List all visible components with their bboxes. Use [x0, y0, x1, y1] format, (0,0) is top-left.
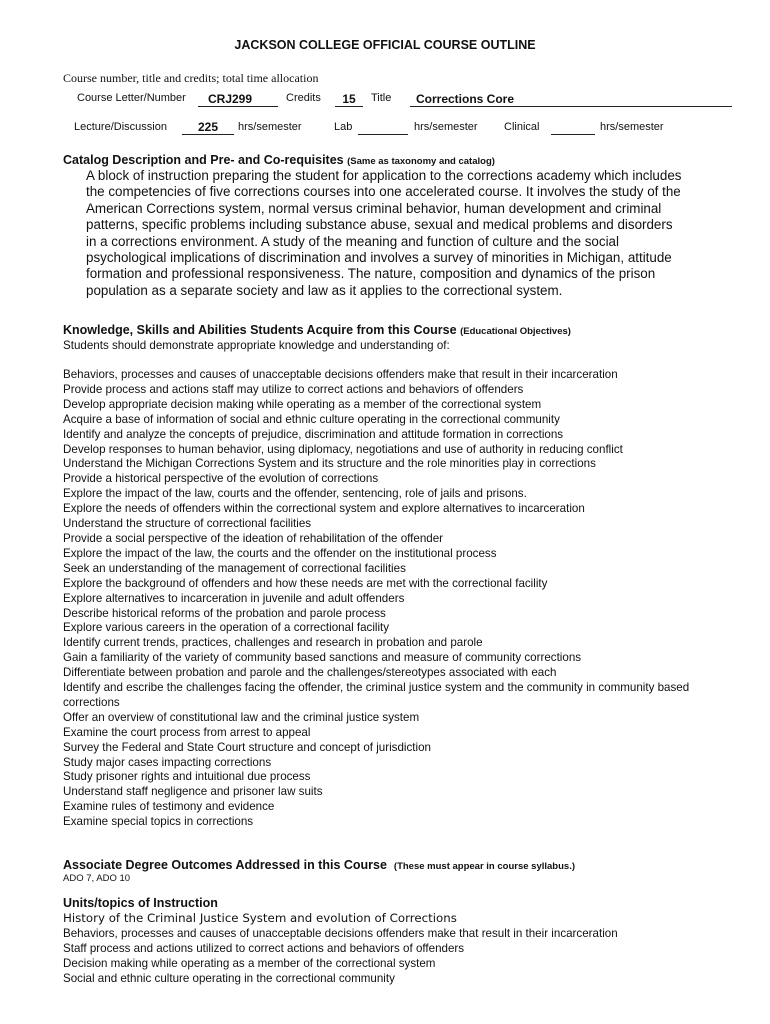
ksa-heading: [63, 323, 571, 337]
list-item: Provide a social perspective of the ideation of rehabilitation of the offender: [63, 531, 444, 545]
list-item: Study major cases impacting corrections: [63, 755, 272, 769]
course-letter-number-field: [198, 92, 278, 107]
course-title-value: Corrections Core: [416, 92, 515, 106]
list-item: Explore the needs of offenders within the correctional system and explore alternatives to incarceration: [63, 502, 585, 516]
ado-values: ADO 7, ADO 10: [63, 873, 131, 884]
catalog-heading-text: Catalog Description and Pre- and Co-requisites: [63, 153, 344, 167]
list-item: Gain a familiarity of the variety of community based sanctions and measure of community corrections: [63, 651, 582, 665]
units-subheading: History of the Criminal Justice System and evolution of Corrections: [63, 911, 457, 925]
list-item: Understand staff negligence and prisoner law suits: [63, 785, 323, 799]
list-item: Decision making while operating as a member of the correctional system: [63, 956, 436, 970]
list-item: Survey the Federal and State Court structure and concept of jurisdiction: [63, 740, 431, 754]
list-item: Examine special topics in corrections: [63, 815, 254, 829]
credits-label: Credits: [286, 92, 321, 104]
catalog-line: psychological implications of discrimination and involves a survey of minorities in Michigan, attitude: [86, 250, 672, 266]
credits-value: 15: [342, 92, 356, 106]
clinical-hours-field: [551, 120, 595, 135]
list-item: Social and ethnic culture operating in the correctional community: [63, 971, 395, 985]
list-item: Examine rules of testimony and evidence: [63, 800, 275, 814]
ado-heading-note: (These must appear in course syllabus.): [393, 861, 575, 872]
ksa-heading-text: Knowledge, Skills and Abilities Students Acquire from this Course: [63, 323, 457, 337]
list-item: Provide a historical perspective of the evolution of corrections: [63, 472, 379, 486]
lecture-hours-value: 225: [197, 120, 219, 134]
list-item: Offer an overview of constitutional law and the criminal justice system: [63, 710, 420, 724]
lecture-unit: hrs/semester: [238, 121, 302, 133]
list-item: Develop appropriate decision making while operating as a member of the correctional system: [63, 397, 542, 411]
ado-heading-text: Associate Degree Outcomes Addressed in this Course: [63, 858, 387, 872]
catalog-line: population as a separate society and law as it applies to the correctional system.: [86, 282, 563, 298]
catalog-line: in a corrections environment. A study of the meaning and function of culture and the social: [86, 233, 619, 249]
clinical-unit: hrs/semester: [600, 121, 664, 133]
list-item: Examine the court process from arrest to appeal: [63, 725, 311, 739]
list-item: Develop responses to human behavior, using diplomacy, negotiations and use of authority in reducing conflict: [63, 442, 623, 456]
credits-field: [335, 92, 363, 107]
lab-hours-field: [358, 120, 408, 135]
list-item: Acquire a base of information of social and ethnic culture operating in the correctional community: [63, 412, 560, 426]
lab-label: Lab: [334, 121, 353, 133]
list-item: Study prisoner rights and intuitional due process: [63, 770, 311, 784]
document-title: JACKSON COLLEGE OFFICIAL COURSE OUTLINE: [234, 38, 536, 52]
ksa-heading-note: (Educational Objectives): [460, 326, 571, 337]
list-item: Understand the Michigan Corrections System and its structure and the role minorities play in corrections: [63, 457, 596, 471]
ado-heading: [63, 858, 575, 872]
list-item: Understand the structure of correctional facilities: [63, 517, 312, 531]
list-item: Provide process and actions staff may utilize to correct actions and behaviors of offenders: [63, 382, 524, 396]
list-item: Behaviors, processes and causes of unacceptable decisions offenders make that result in their incarceration: [63, 368, 618, 381]
lecture-label: Lecture/Discussion: [74, 121, 167, 133]
catalog-line: patterns, specific problems including substance abuse, sexual and medical problems and disorders: [86, 217, 673, 233]
list-item: Behaviors, processes and causes of unacceptable decisions offenders make that result in their incarceration: [63, 927, 618, 940]
catalog-heading: [63, 153, 495, 167]
list-item: Identify and analyze the concepts of prejudice, discrimination and attitude formation in corrections: [63, 427, 564, 441]
list-item: Explore the impact of the law, courts and the offender, sentencing, role of jails and prisons.: [63, 487, 527, 501]
course-info-heading: Course number, title and credits; total time allocation: [63, 71, 319, 85]
list-item: Explore the background of offenders and how these needs are met with the correctional facility: [63, 576, 548, 590]
lab-unit: hrs/semester: [414, 121, 478, 133]
list-item: Staff process and actions utilized to correct actions and behaviors of offenders: [63, 941, 465, 955]
clinical-label: Clinical: [504, 121, 540, 133]
course-title-field: [410, 92, 732, 107]
list-item: Seek an understanding of the management of correctional facilities: [63, 561, 406, 575]
catalog-description: [86, 168, 726, 299]
course-letter-number-value: CRJ299: [208, 92, 253, 106]
ksa-list: [63, 368, 723, 830]
list-item: Explore the impact of the law, the courts and the offender on the institutional process: [63, 546, 497, 560]
units-list: [63, 927, 723, 987]
list-item: Describe historical reforms of the probation and parole process: [63, 606, 386, 620]
catalog-line: American Corrections system, normal versus criminal behavior, human development and criminal: [86, 200, 662, 216]
list-item: Identify and escribe the challenges facing the offender, the criminal justice system and the community in community based corrections: [63, 681, 690, 709]
ksa-intro: Students should demonstrate appropriate knowledge and understanding of:: [63, 339, 450, 352]
list-item: Explore various careers in the operation of a correctional facility: [63, 621, 390, 635]
catalog-line: A block of instruction preparing the student for application to the corrections academy which includes: [86, 168, 682, 183]
lecture-hours-field: [182, 120, 234, 135]
list-item: Differentiate between probation and parole and the challenges/stereotypes associated with each: [63, 666, 557, 680]
units-heading: Units/topics of Instruction: [63, 896, 218, 910]
course-letter-number-label: Course Letter/Number: [77, 92, 186, 104]
catalog-line: formation and professional responsiveness. The nature, composition and dynamics of the prison: [86, 266, 656, 282]
catalog-line: the competencies of five corrections courses into one accelerated course. It involves the study of the: [86, 184, 681, 200]
title-label: Title: [371, 92, 392, 104]
list-item: Identify current trends, practices, challenges and research in probation and parole: [63, 636, 483, 650]
list-item: Explore alternatives to incarceration in juvenile and adult offenders: [63, 591, 405, 605]
catalog-heading-note: (Same as taxonomy and catalog): [347, 156, 495, 167]
